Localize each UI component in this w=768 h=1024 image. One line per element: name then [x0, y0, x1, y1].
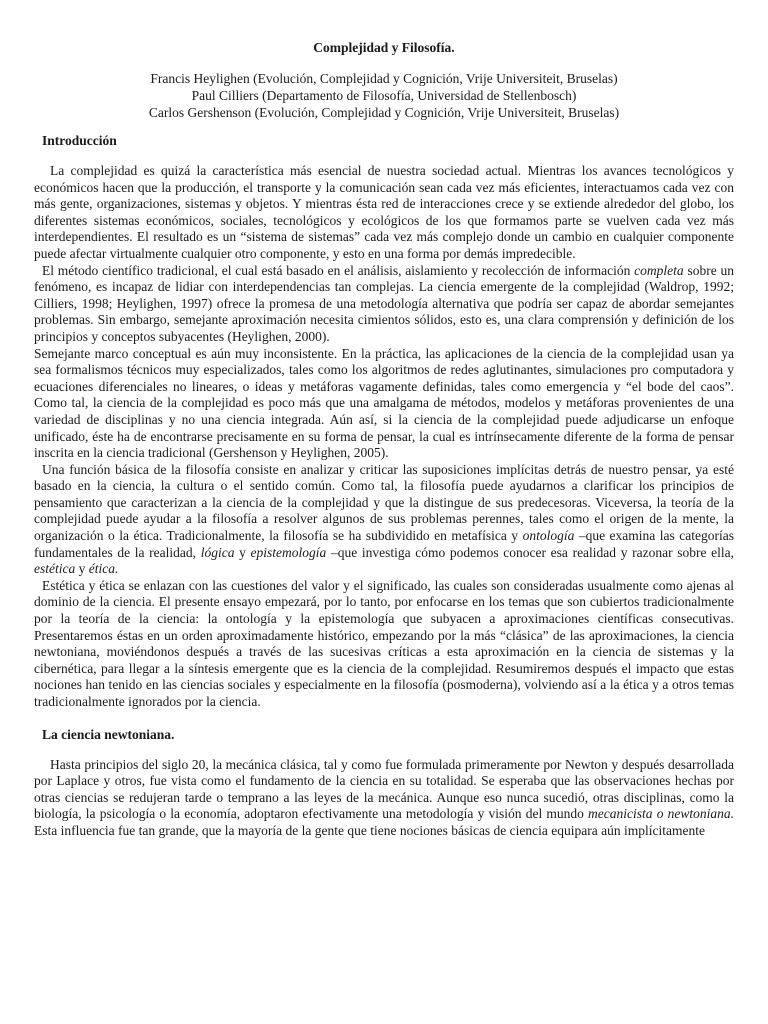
author-list	[34, 70, 734, 121]
emphasis-text: estética	[34, 561, 76, 577]
paragraph	[34, 757, 734, 840]
paragraph: La complejidad es quizá la característica más esencial de nuestra sociedad actual. Mientras los avances tecnológicos y económicos hacen que la producción, el transporte y la comunicación sean cada vez más eficientes, interactuamos cada vez con más gente, organizaciones, sistemas y objetos. Y mientras ésta red de interacciones crece y se extiende alrededor del globo, los diferentes sistemas económicos, sociales, tecnológicos y ecológicos de los que formamos parte se vuelven cada vez más interdependientes. El resultado es un “sistema de sistemas” cada vez más complejo donde un cambio en cualquier componente puede afectar virtualmente cualquier otro componente, y esto en una forma por demás impredecible.	[34, 163, 734, 261]
section-heading-introduccion: Introducción	[42, 133, 117, 148]
emphasis-text: mecanicista o newtoniana.	[588, 806, 734, 822]
text-run: y	[234, 544, 251, 560]
text-run: Una función básica de la filosofía consiste en analizar y criticar las suposiciones implícitas detrás de nuestro pensar, ya esté basado en la ciencia, la cultura o el sentido común. Como tal, la filosofía puede ayudarnos a clarificar los principios de pensamiento que caracterizan a la ciencia de la complejidad y que la distingue de sus predecesoras. Viceversa, la teoría de la complejidad puede ayudar a la filosofía a resolver algunos de sus problemas perennes, tales como el origen de la mente, la organización o la ética. Tradicionalmente, la filosofía se ha subdividido en metafísica y	[34, 461, 734, 544]
paragraph: Estética y ética se enlazan con las cuestiones del valor y el significado, las cuales son consideradas usualmente como ajenas al dominio de la ciencia. El presente ensayo empezará, por lo tanto, por enfocarse en los temas que son cubiertos tradicionalmente por la teoría de la ciencia: la ontología y la epistemología que subyacen a aproximaciones científicas consecutivas. Presentaremos éstas en un orden aproximadamente histórico, empezando por la más “clásica” de las aproximaciones, la ciencia newtoniana, moviéndonos después a través de las sucesivas críticas a esta aproximación en la ciencia de sistemas y la cibernética, para llegar a la síntesis emergente que es la ciencia de la complejidad. Resumiremos después el impacto que estas nociones han tenido en las ciencias sociales y especialmente en la filosofía (posmoderna), volviendo así a la ética y a otros temas tradicionalmente ignorados por la ciencia.	[34, 577, 734, 709]
paragraph	[34, 263, 734, 346]
emphasis-text: ontología	[522, 528, 575, 544]
document-page	[34, 40, 734, 840]
text-run: –que examina las categorías fundamentales de la realidad,	[34, 528, 734, 560]
document-title: Complejidad y Filosofía.	[313, 40, 455, 55]
text-run: sobre un fenómeno, es incapaz de lidiar con interdependencias tan complejas. La ciencia emergente de la complejidad (Waldrop, 1992; Cilliers, 1998; Heylighen, 1997) ofrece la promesa de una metodología alternativa que podría ser capaz de abordar semejantes problemas. Sin embargo, semejante aproximación necesita cimientos sólidos, esto es, una clara comprensión y definición de los principios y conceptos subyacentes (Heylighen, 2000).	[34, 262, 734, 344]
emphasis-text: lógica	[200, 544, 235, 560]
text-run: Hasta principios del siglo 20, la mecánica clásica, tal y como fue formulada primeramente por Newton y después desarrollada por Laplace y otros, fue vista como el fundamento de la ciencia en su totalidad. Se esperaba que las observaciones hechas por otras ciencias se redujeran tarde o temprano a las leyes de la mecánica. Aunque eso nunca sucedió, otras disciplinas, como la biología, la psicología o la economía, adoptaron efectivamente una metodología y visión del mundo	[34, 756, 734, 822]
section-heading-ciencia-newtoniana: La ciencia newtoniana.	[42, 726, 175, 742]
text-run: y	[75, 561, 89, 577]
author-line: Paul Cilliers (Departamento de Filosofía, Universidad de Stellenbosch)	[191, 88, 577, 103]
emphasis-text: epistemología	[250, 544, 327, 560]
paragraph	[34, 462, 734, 578]
emphasis-text: ética.	[88, 561, 119, 577]
author-line: Francis Heylighen (Evolución, Complejidad y Cognición, Vrije Universiteit, Bruselas)	[150, 71, 618, 86]
paragraph: Semejante marco conceptual es aún muy inconsistente. En la práctica, las aplicaciones de la ciencia de la complejidad usan ya sea formalismos técnicos muy especializados, tales como los algoritmos de redes aglutinantes, simulaciones pro computadora y ecuaciones diferenciales no lineares, o ideas y metáforas vagamente definidas, tales como emergencia y “el bode del caos”. Como tal, la ciencia de la complejidad es poco más que una amalgama de métodos, modelos y metáforas provenientes de una variedad de disciplinas y no una ciencia integrada. Aún así, si la ciencia de la complejidad puede adjudicarse un enfoque unificado, éste ha de encontrarse precisamente en su forma de pensar, la cual es intrínsecamente diferente de la forma de pensar inscrita en la ciencia tradicional (Gershenson y Heylighen, 2005).	[34, 345, 734, 461]
text-run: –que investiga cómo podemos conocer esa realidad y razonar sobre ella,	[326, 544, 735, 560]
author-line: Carlos Gershenson (Evolución, Complejidad y Cognición, Vrije Universiteit, Bruselas)	[148, 105, 620, 120]
text-run: Esta influencia fue tan grande, que la mayoría de la gente que tiene nociones básicas de ciencia equipara aún implícitamente	[34, 822, 705, 838]
emphasis-text: completa	[634, 262, 684, 278]
text-run: El método científico tradicional, el cual está basado en el análisis, aislamiento y recolección de información	[42, 262, 635, 278]
